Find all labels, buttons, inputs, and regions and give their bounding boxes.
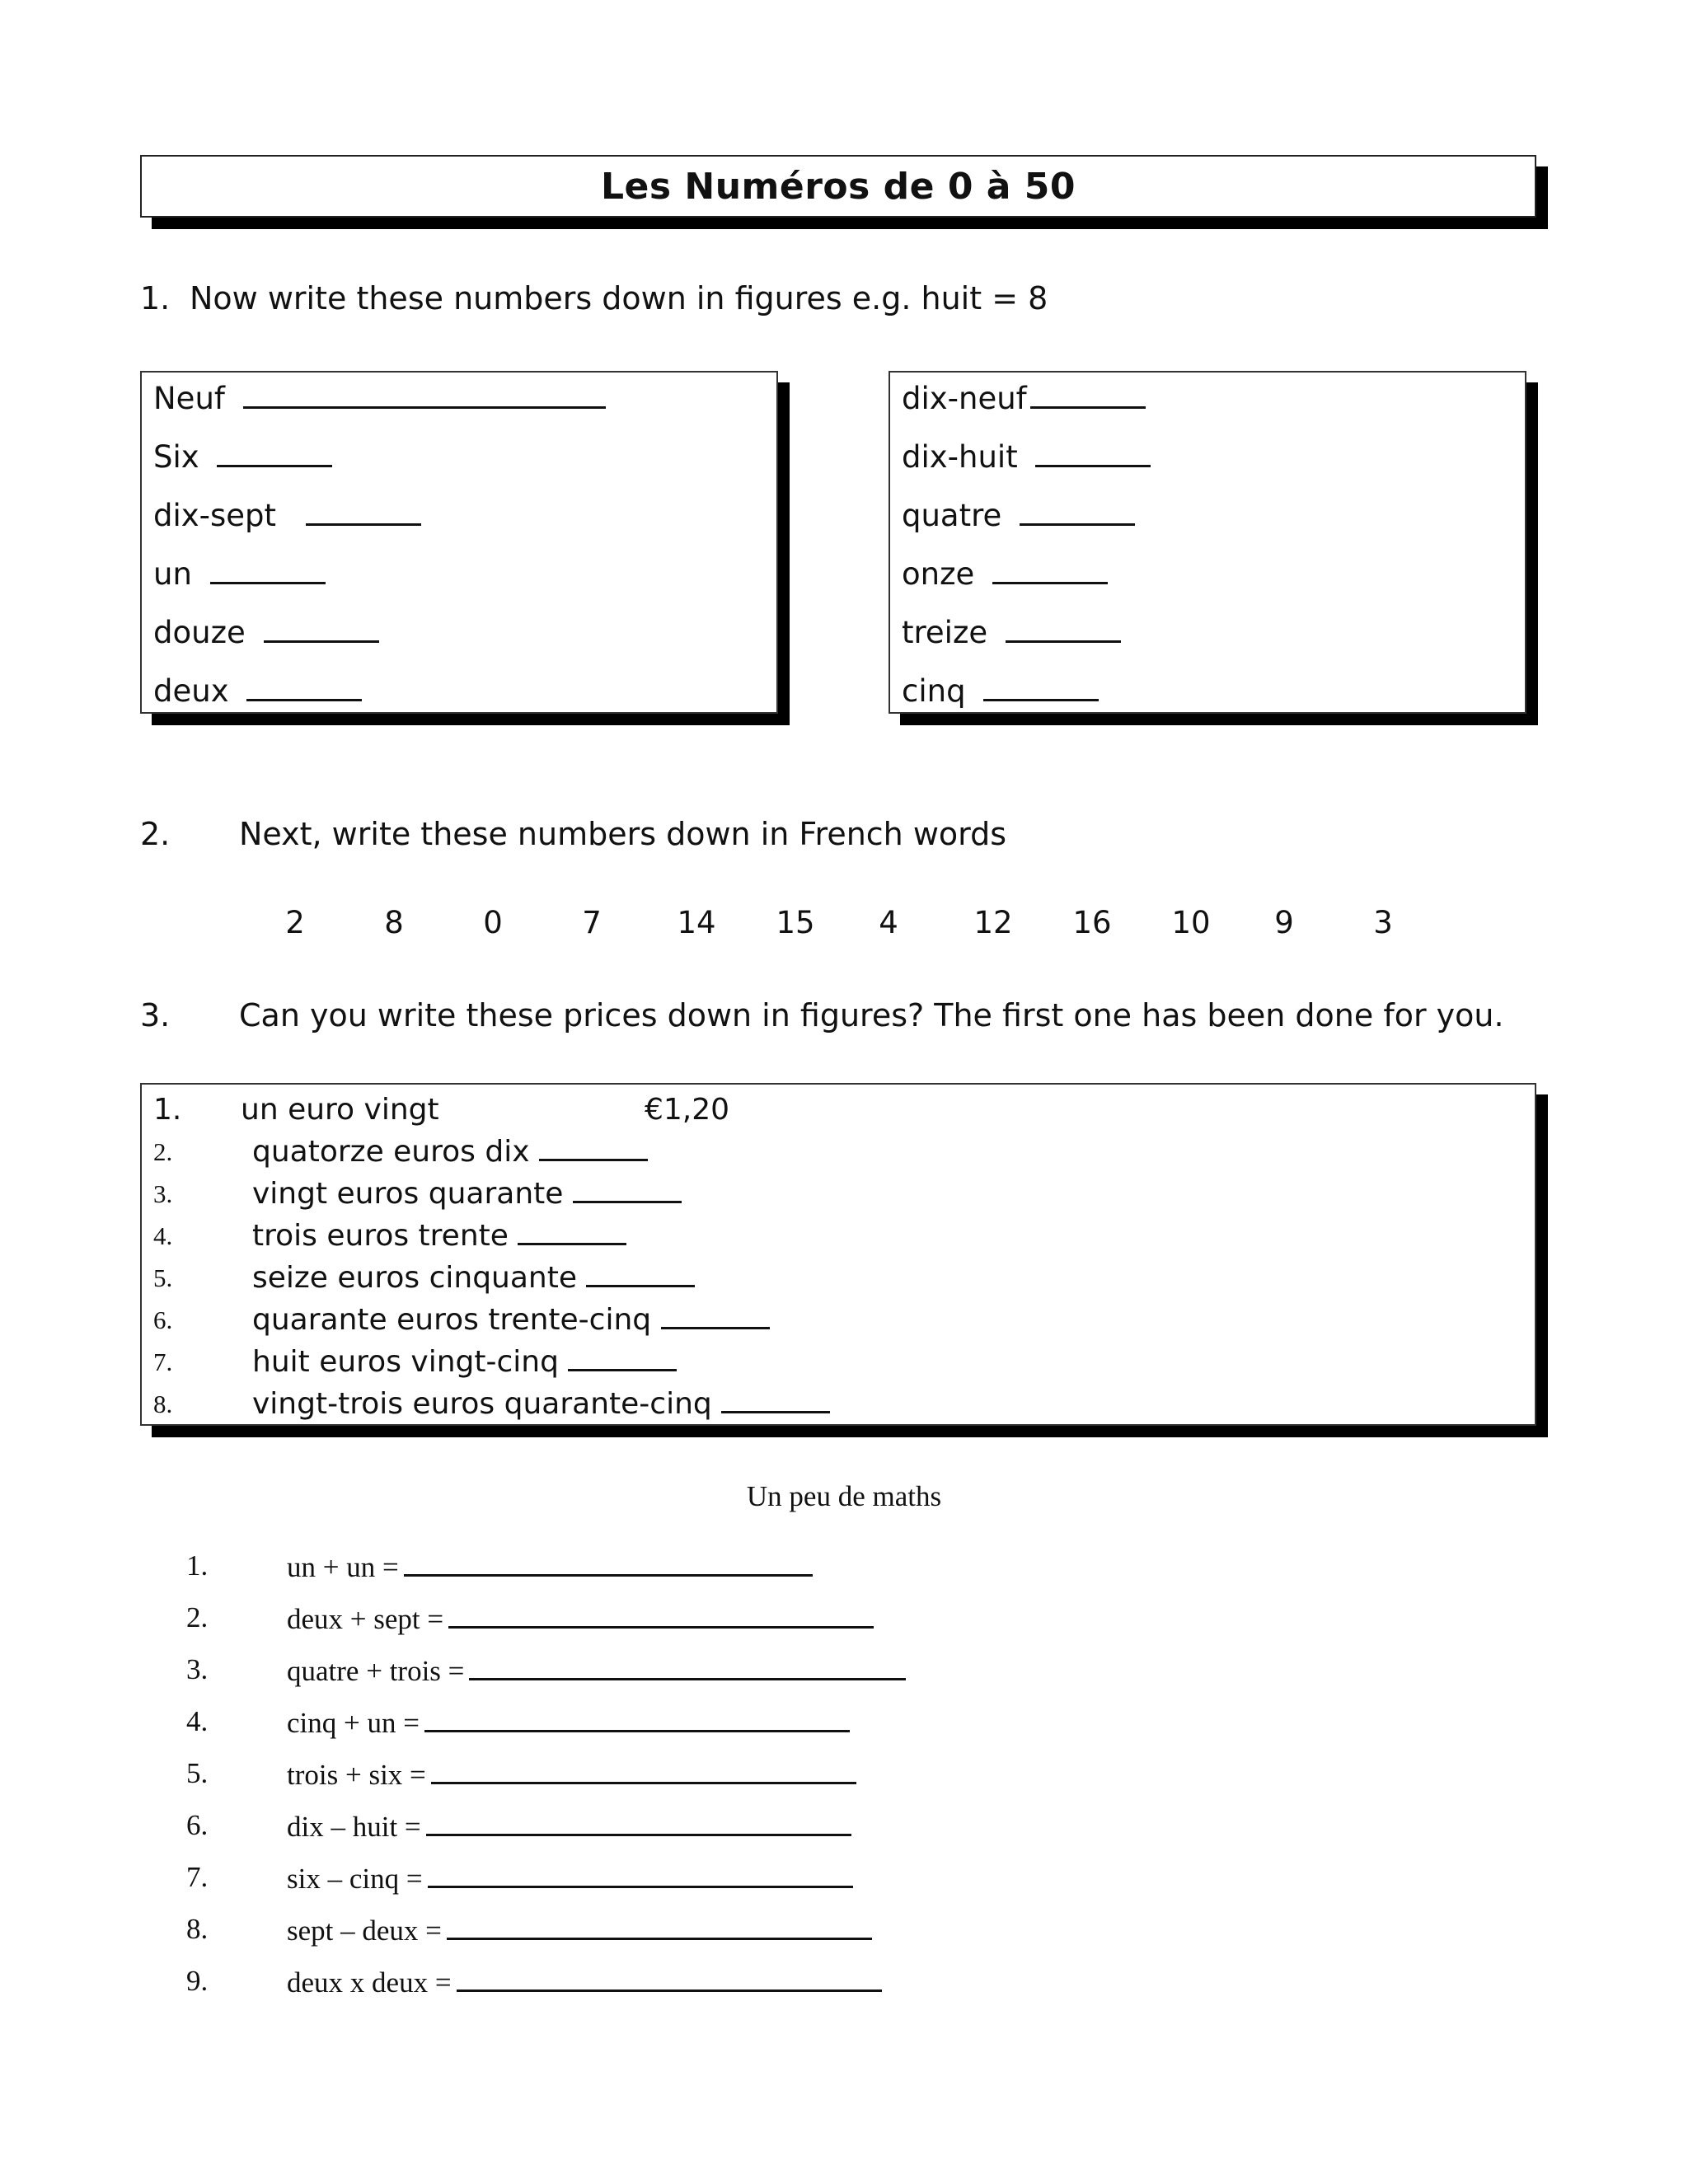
answer-blank[interactable] [217, 440, 332, 467]
price-item [153, 1384, 1522, 1425]
word-label: dix-huit [902, 439, 1018, 475]
number-item: 8 [384, 905, 404, 940]
word-item [902, 498, 1135, 533]
section3-instruction: Can you write these prices down in figures? The first one has been done for you. [239, 997, 1504, 1033]
word-label: Six [153, 439, 199, 475]
price-line [252, 1342, 677, 1383]
price-words: quatorze euros dix [252, 1135, 530, 1169]
answer-blank[interactable] [424, 1705, 850, 1732]
math-line [287, 1653, 906, 1688]
answer-blank[interactable] [586, 1260, 695, 1287]
math-line [287, 1913, 872, 1947]
word-label: dix-neuf [902, 381, 1027, 416]
word-item [153, 556, 326, 592]
price-index: 3. [153, 1179, 173, 1208]
math-index: 1. [186, 1549, 209, 1582]
math-expression: un + un = [287, 1551, 399, 1583]
answer-blank[interactable] [306, 499, 421, 526]
word-label: dix-sept [153, 498, 277, 533]
math-expression: deux x deux = [287, 1966, 452, 1999]
answer-blank[interactable] [661, 1302, 770, 1329]
price-item [153, 1258, 1522, 1299]
answer-blank[interactable] [431, 1757, 856, 1784]
math-line [287, 1601, 874, 1636]
price-item [153, 1342, 1522, 1383]
math-expression: six – cinq = [287, 1863, 423, 1895]
word-label: deux [153, 673, 229, 709]
number-item: 16 [1072, 905, 1112, 940]
answer-blank[interactable] [428, 1861, 853, 1888]
section1-instruction: Now write these numbers down in figures e.g. huit = 8 [190, 280, 1048, 316]
math-index: 8. [186, 1913, 209, 1945]
math-expression: cinq + un = [287, 1707, 420, 1739]
price-item [153, 1090, 1522, 1131]
math-expression: sept – deux = [287, 1915, 442, 1947]
math-index: 6. [186, 1809, 209, 1841]
number-item: 12 [973, 905, 1013, 940]
price-words: huit euros vingt-cinq [252, 1345, 559, 1379]
word-label: treize [902, 615, 988, 650]
price-index: 2. [153, 1137, 173, 1166]
number-item: 9 [1274, 905, 1294, 940]
price-words: vingt euros quarante [252, 1177, 564, 1211]
math-index: 7. [186, 1861, 209, 1893]
word-item [153, 673, 362, 709]
answer-blank[interactable] [404, 1549, 813, 1577]
price-answer: €1,20 [645, 1093, 730, 1127]
price-words: quarante euros trente-cinq [252, 1303, 652, 1337]
section1-number: 1. [140, 280, 171, 316]
word-item [902, 439, 1151, 475]
math-line [287, 1809, 851, 1844]
number-item: 7 [582, 905, 602, 940]
number-item: 15 [776, 905, 815, 940]
number-item: 10 [1171, 905, 1211, 940]
number-item: 2 [285, 905, 305, 940]
word-item [902, 615, 1121, 650]
answer-blank[interactable] [568, 1344, 677, 1371]
math-expression: dix – huit = [287, 1811, 421, 1843]
title-box [140, 155, 1536, 218]
price-line [252, 1132, 648, 1173]
answer-blank[interactable] [1006, 616, 1121, 643]
answer-blank[interactable] [426, 1809, 851, 1836]
price-index: 1. [153, 1093, 182, 1127]
price-words: un euro vingt [241, 1093, 439, 1127]
number-item: 14 [677, 905, 716, 940]
word-item [153, 381, 606, 416]
price-item [153, 1132, 1522, 1173]
math-line [287, 1861, 853, 1896]
price-line [252, 1216, 626, 1257]
math-index: 2. [186, 1601, 209, 1633]
word-item [153, 498, 421, 533]
word-item [153, 615, 379, 650]
math-index: 3. [186, 1653, 209, 1685]
page-title: Les Numéros de 0 à 50 [601, 165, 1076, 208]
price-line [252, 1300, 770, 1341]
math-line [287, 1965, 882, 1999]
math-line [287, 1757, 856, 1792]
word-label: quatre [902, 498, 1002, 533]
number-item: 3 [1373, 905, 1393, 940]
price-item [153, 1216, 1522, 1257]
price-words: seize euros cinquante [252, 1261, 578, 1295]
answer-blank[interactable] [1020, 499, 1135, 526]
word-item [902, 556, 1108, 592]
word-label: onze [902, 556, 975, 592]
maths-title: Un peu de maths [746, 1480, 942, 1512]
answer-blank[interactable] [539, 1134, 648, 1161]
answer-blank[interactable] [264, 616, 379, 643]
math-line [287, 1705, 850, 1740]
right-word-box [889, 371, 1526, 714]
answer-blank[interactable] [992, 557, 1108, 584]
price-words: vingt-trois euros quarante-cinq [252, 1387, 712, 1421]
number-row [0, 905, 1688, 946]
price-index: 7. [153, 1347, 173, 1376]
price-item [153, 1174, 1522, 1215]
word-item [153, 439, 332, 475]
math-expression: deux + sept = [287, 1603, 444, 1635]
math-index: 5. [186, 1757, 209, 1789]
answer-blank[interactable] [518, 1218, 626, 1245]
section2-instruction: Next, write these numbers down in French words [239, 816, 1007, 852]
price-index: 8. [153, 1390, 173, 1418]
price-index: 6. [153, 1305, 173, 1334]
price-line [252, 1384, 830, 1425]
answer-blank[interactable] [246, 674, 362, 701]
answer-blank[interactable] [210, 557, 326, 584]
word-item [902, 673, 1099, 709]
price-item [153, 1300, 1522, 1341]
math-line [287, 1549, 813, 1584]
word-label: douze [153, 615, 246, 650]
section2-number: 2. [140, 816, 171, 852]
word-item [902, 381, 1146, 416]
answer-blank[interactable] [1030, 382, 1146, 409]
math-index: 9. [186, 1965, 209, 1997]
math-index: 4. [186, 1705, 209, 1737]
price-line [252, 1258, 695, 1299]
answer-blank[interactable] [1035, 440, 1151, 467]
answer-blank[interactable] [448, 1601, 874, 1629]
section3-number: 3. [140, 997, 171, 1033]
answer-blank[interactable] [573, 1176, 682, 1203]
number-item: 4 [879, 905, 898, 940]
word-label: un [153, 556, 192, 592]
word-label: cinq [902, 673, 966, 709]
answer-blank[interactable] [469, 1653, 906, 1680]
math-expression: quatre + trois = [287, 1655, 465, 1687]
answer-blank[interactable] [983, 674, 1099, 701]
answer-blank[interactable] [447, 1913, 872, 1940]
answer-blank[interactable] [243, 382, 606, 409]
price-line [252, 1174, 682, 1215]
answer-blank[interactable] [457, 1965, 882, 1992]
price-index: 4. [153, 1221, 173, 1250]
answer-blank[interactable] [721, 1386, 830, 1413]
price-index: 5. [153, 1263, 173, 1292]
left-word-box [140, 371, 778, 714]
math-expression: trois + six = [287, 1759, 426, 1791]
price-words: trois euros trente [252, 1219, 509, 1253]
number-item: 0 [483, 905, 503, 940]
word-label: Neuf [153, 381, 225, 416]
price-box [140, 1083, 1536, 1426]
